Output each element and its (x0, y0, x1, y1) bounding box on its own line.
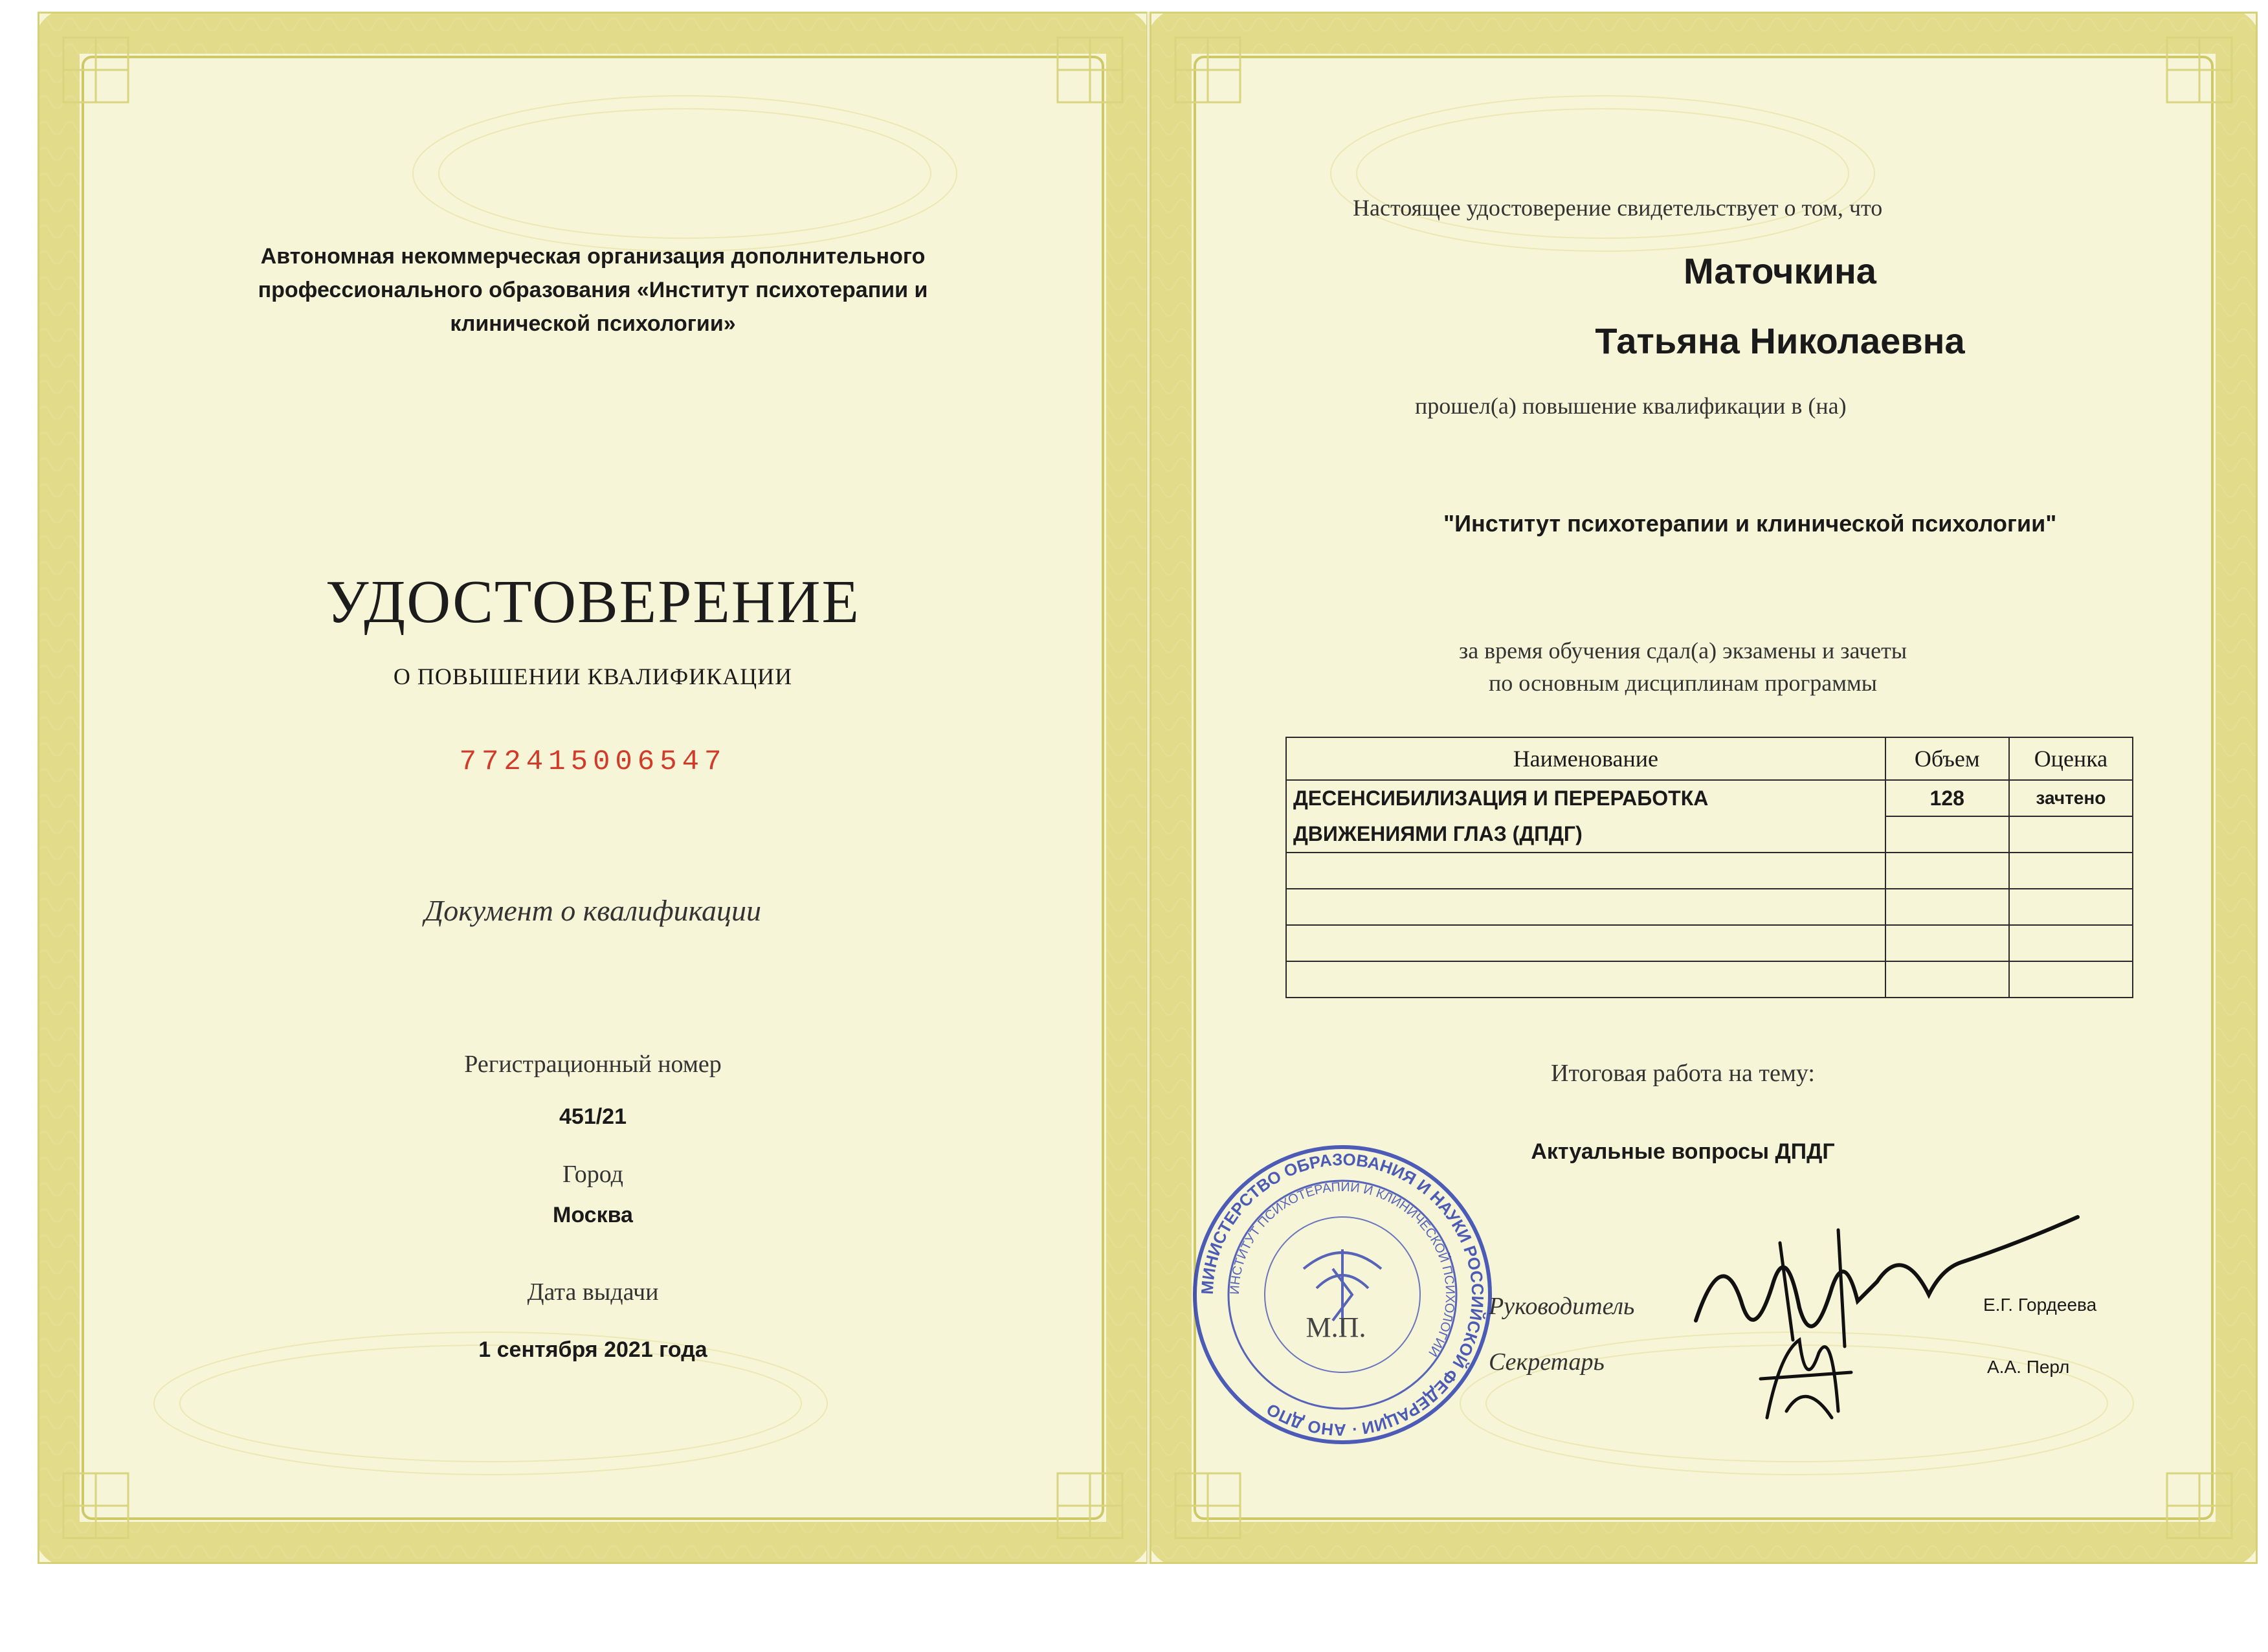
cell-volume: 128 (1885, 780, 2009, 816)
cell-grade (2009, 925, 2133, 961)
svg-text:ИНСТИТУТ ПСИХОТЕРАПИИ И КЛИНИЧ: ИНСТИТУТ ПСИХОТЕРАПИИ И КЛИНИЧЕСКОЙ ПСИХОЛОГИИ (1227, 1179, 1458, 1359)
cell-grade (2009, 961, 2133, 998)
left-page (38, 12, 1148, 1564)
qualification-text: прошел(а) повышение квалификации в (на) (1415, 393, 1847, 419)
cell-grade (2009, 889, 2133, 925)
cell-grade (2009, 816, 2133, 853)
issue-date: 1 сентября 2021 года (478, 1337, 707, 1362)
cell-volume (1885, 853, 2009, 889)
exams-line-2: по основным дисциплинам программы (1488, 670, 1877, 696)
organization-line-1: Автономная некоммерческая организация дополнительного (260, 244, 926, 269)
cell-grade: зачтено (2009, 780, 2133, 816)
table-row (1286, 853, 2133, 889)
organization-name (38, 240, 1148, 340)
final-work-topic: Актуальные вопросы ДПДГ (1531, 1139, 1835, 1164)
document-type: Документ о квалификации (424, 894, 762, 927)
cell-name (1286, 853, 1885, 889)
cell-name (1286, 961, 1885, 998)
table-row (1286, 816, 2133, 853)
cell-volume (1885, 961, 2009, 998)
disciplines-table (1285, 737, 2133, 998)
secretary-label: Секретарь (1489, 1348, 1605, 1376)
table-row (1286, 961, 2133, 998)
secretary-name: А.А. Перл (1987, 1357, 2070, 1377)
organization-line-2: профессионального образования «Институт психотерапии и (258, 278, 928, 302)
exams-line-1: за время обучения сдал(а) экзамены и зачеты (1458, 638, 1907, 664)
recipient-surname: Маточкина (1684, 251, 1876, 291)
secretary-signature (1748, 1314, 1864, 1431)
cell-grade (2009, 853, 2133, 889)
city: Москва (553, 1203, 633, 1227)
table-row (1286, 889, 2133, 925)
cell-volume (1885, 889, 2009, 925)
serial-number: 772415006547 (459, 746, 727, 778)
director-label: Руководитель (1489, 1293, 1635, 1320)
cell-volume (1885, 925, 2009, 961)
document-title: УДОСТОВЕРЕНИЕ (326, 568, 860, 636)
table-row (1286, 780, 2133, 816)
organization-line-3: клинической психологии» (450, 311, 736, 336)
intro-text: Настоящее удостоверение свидетельствует о том, что (1353, 195, 1883, 221)
table-header-row (1286, 737, 2133, 780)
header-name: Наименование (1286, 737, 1885, 780)
cell-name: ДВИЖЕНИЯМИ ГЛАЗ (ДПДГ) (1286, 816, 1885, 853)
header-volume: Объем (1885, 737, 2009, 780)
city-label: Город (562, 1161, 623, 1188)
registration-number: 451/21 (559, 1104, 627, 1129)
table-row (1286, 925, 2133, 961)
official-stamp (1187, 1139, 1498, 1450)
cell-volume (1885, 816, 2009, 853)
stamp-label: М.П. (1306, 1312, 1366, 1343)
director-name: Е.Г. Гордеева (1983, 1295, 2097, 1315)
header-grade: Оценка (2009, 737, 2133, 780)
cell-name (1286, 889, 1885, 925)
document-subtitle: О ПОВЫШЕНИИ КВАЛИФИКАЦИИ (393, 664, 793, 689)
registration-label: Регистрационный номер (464, 1051, 722, 1078)
cell-name (1286, 925, 1885, 961)
cell-name: ДЕСЕНСИБИЛИЗАЦИЯ И ПЕРЕРАБОТКА (1286, 780, 1885, 816)
svg-text:МИНИСТЕРСТВО ОБРАЗОВАНИЯ И НАУ: МИНИСТЕРСТВО ОБРАЗОВАНИЯ И НАУКИ РОССИЙСКОЙ ФЕДЕРАЦИИ · АНО ДПО (1197, 1149, 1488, 1440)
recipient-name: Татьяна Николаевна (1595, 320, 1965, 361)
date-label: Дата выдачи (527, 1278, 659, 1306)
final-work-label: Итоговая работа на тему: (1551, 1060, 1815, 1087)
institution-name: "Институт психотерапии и клинической психологии" (1443, 510, 2057, 537)
